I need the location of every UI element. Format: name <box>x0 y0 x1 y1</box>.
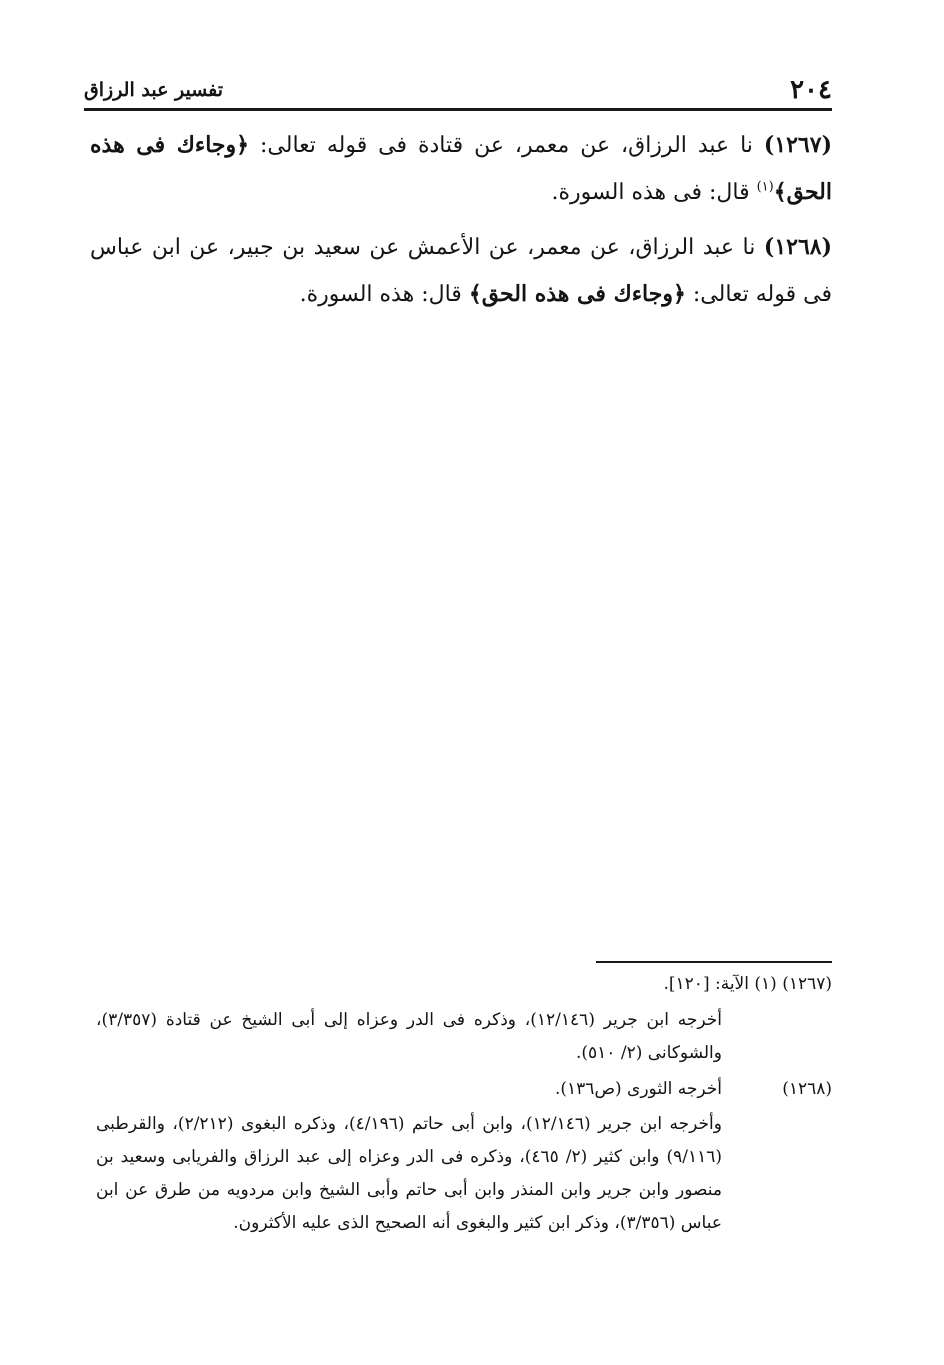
entry-text: نا عبد الرزاق، عن معمر، عن قتادة فى قوله تعالى: <box>260 133 753 158</box>
footnote-1268-first: أخرجه الثورى (ص١٣٦). <box>554 1079 722 1099</box>
quran-quote: ﴿وجاءك فى هذه الحق﴾ <box>468 281 686 307</box>
footnote-rule <box>596 961 832 963</box>
running-title: تفسير عبد الرزاق <box>84 79 224 101</box>
header-rule <box>84 108 832 111</box>
entry-text: قال: فى هذه السورة. <box>551 180 750 205</box>
quran-quote: ﴿وجاءك فى هذه الحق﴾ <box>90 132 832 205</box>
footnote-1268-sources: وأخرجه ابن جرير (١٢/١٤٦)، وابن أبى حاتم (٤/١٩٦)، وذكره البغوى (٢/٢١٢)، والقرطبى (٩/١١٦) وابن كثير (٢/ ٤٦٥)، وذكره فى الدر وعزاه إلى عبد الرزاق والفريابى وسعيد بن منصور وابن جرير وابن المنذر وابن أبى حاتم وأبى الشيخ وابن مردويه من طرق عن ابن عباس (٣/٣٥٦)، وذكر ابن كثير والبغوى أنه الصحيح الذى عليه الأكثرون. <box>96 1114 722 1233</box>
entry-1268 <box>90 224 832 318</box>
entry-number: (١٢٦٨) <box>763 234 832 260</box>
entry-text: قال: هذه السورة. <box>299 282 462 307</box>
entry-1267 <box>90 122 832 216</box>
footnote-marker: (١) <box>756 179 774 195</box>
page-number: ٢٠٤ <box>790 75 832 105</box>
footnote-1268-ref: (١٢٦٨) <box>782 1079 832 1099</box>
footnote-1267-verse: (١٢٦٧) (١) الآية: [١٢٠]. <box>663 974 832 994</box>
footnote-1267-sources: أخرجه ابن جرير (١٢/١٤٦)، وذكره فى الدر وعزاه إلى أبى الشيخ عن قتادة (٣/٣٥٧)، والشوكانى (٢/ ٥١٠). <box>96 1010 722 1063</box>
entry-number: (١٢٦٧) <box>763 132 832 158</box>
entry-text: نا عبد الرزاق، عن معمر، عن الأعمش عن سعيد بن جبير، عن ابن عباس فى قوله تعالى: <box>90 235 832 307</box>
